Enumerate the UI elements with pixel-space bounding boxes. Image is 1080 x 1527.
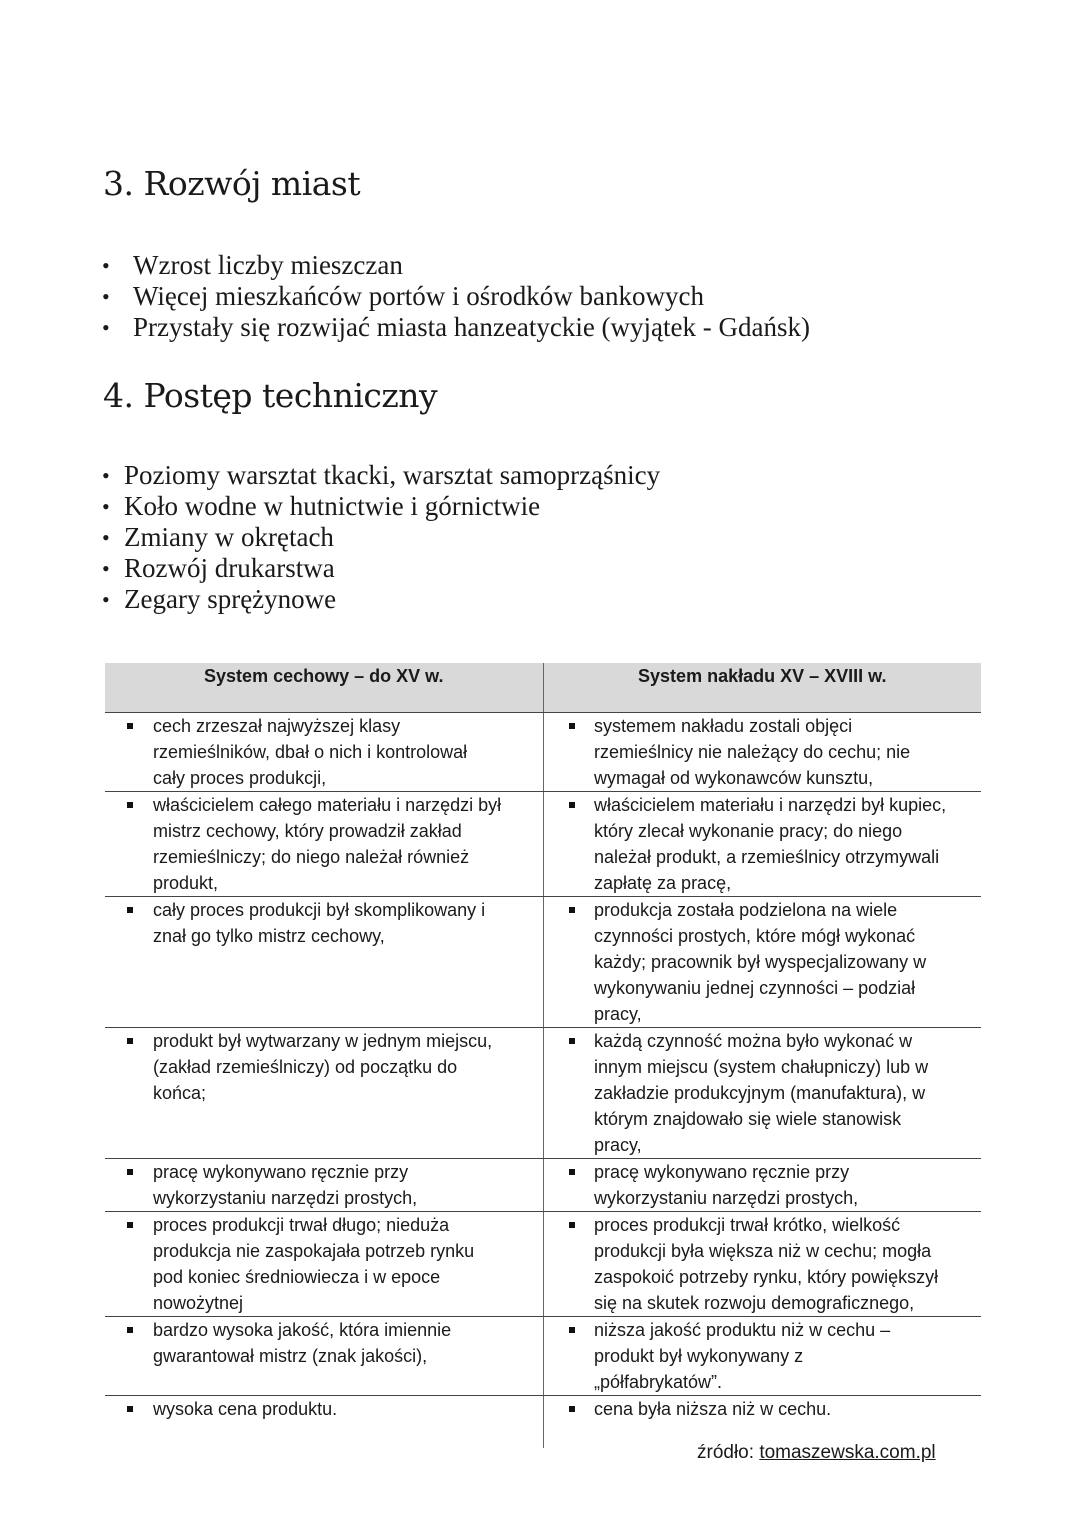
cell-text-line: produkt był wytwarzany w jednym miejscu, [153, 1031, 493, 1051]
cell-text-line: innym miejscu (system chałupniczy) lub w [594, 1057, 929, 1077]
cell-text-line: „półfabrykatów”. [594, 1372, 723, 1392]
table-row [105, 713, 981, 792]
cell-text-line: właścicielem materiału i narzędzi był kupiec, [594, 795, 947, 815]
bullet-dot-icon: • [102, 463, 110, 488]
bullet-dot-icon: • [102, 525, 110, 550]
cell-text-line: cech zrzeszał najwyższej klasy [153, 716, 401, 736]
putting-out-system-cell [543, 1396, 981, 1448]
cell-text-line: bardzo wysoka jakość, która imiennie [153, 1320, 452, 1340]
cell-text-line: końca; [153, 1083, 207, 1103]
cell-text-line: znał go tylko mistrz cechowy, [153, 926, 385, 946]
table-row [105, 1159, 981, 1212]
square-bullet-icon [127, 1406, 133, 1412]
putting-out-system-cell [543, 1159, 981, 1211]
cell-text-line: produkcja nie zaspokajała potrzeb rynku [153, 1241, 475, 1261]
putting-out-system-cell [543, 897, 981, 1027]
cell-text-line: nowożytnej [153, 1293, 244, 1313]
cell-text-line: gwarantował mistrz (znak jakości), [153, 1346, 428, 1366]
cell-text-line: pracy, [594, 1135, 642, 1155]
cell-text-line: niższa jakość produktu niż w cechu – [594, 1320, 891, 1340]
bullet-item [102, 312, 810, 343]
bullet-text: Koło wodne w hutnictwie i górnictwie [124, 491, 541, 521]
cell-text-line: który zlecał wykonanie pracy; do niego [594, 821, 903, 841]
cell-text-line: zapłatę za pracę, [594, 873, 732, 893]
section-4-heading: 4. Postęp techniczny [103, 376, 438, 415]
cell-text-line: produkt był wykonywany z [594, 1346, 804, 1366]
bullet-text: Więcej mieszkańców portów i ośrodków bankowych [133, 281, 705, 311]
cell-text-line: zaspokoić potrzeby rynku, który powiększył [594, 1267, 939, 1287]
putting-out-system-cell [543, 1212, 981, 1316]
bullet-dot-icon: • [102, 253, 110, 278]
cell-text-line: cena była niższa niż w cechu. [594, 1399, 832, 1419]
cell-text-line: produkcja została podzielona na wiele [594, 900, 898, 920]
guild-system-cell [105, 1317, 543, 1395]
bullet-text: Zmiany w okrętach [124, 522, 334, 552]
cell-text-line: pracy, [594, 1004, 642, 1024]
cell-text-line: należał produkt, a rzemieślnicy otrzymywali [594, 847, 940, 867]
square-bullet-icon [127, 723, 133, 729]
square-bullet-icon [569, 723, 575, 729]
cell-text-line: produkt, [153, 873, 219, 893]
cell-text-line: proces produkcji trwał krótko, wielkość [594, 1215, 901, 1235]
cell-text-line: systemem nakładu zostali objęci [594, 716, 853, 736]
square-bullet-icon [569, 1327, 575, 1333]
cell-text-line: pracę wykonywano ręcznie przy [594, 1162, 850, 1182]
cell-text-line: którym znajdowało się wiele stanowisk [594, 1109, 902, 1129]
section-3-bullet-list [102, 250, 810, 343]
cell-text-line: proces produkcji trwał długo; nieduża [153, 1215, 450, 1235]
cell-text-line: produkcji była większa niż w cechu; mogła [594, 1241, 932, 1261]
cell-text-line: pracę wykonywano ręcznie przy [153, 1162, 409, 1182]
square-bullet-icon [569, 1222, 575, 1228]
bullet-dot-icon: • [102, 494, 110, 519]
cell-text-line: wykorzystaniu narzędzi prostych, [594, 1188, 859, 1208]
square-bullet-icon [569, 1038, 575, 1044]
source-link[interactable]: tomaszewska.com.pl [759, 1442, 936, 1463]
bullet-item [102, 522, 660, 553]
bullet-item [102, 491, 660, 522]
cell-text-line: zakładzie produkcyjnym (manufaktura), w [594, 1083, 926, 1103]
cell-text-line: rzemieślniczy; do niego należał również [153, 847, 470, 867]
bullet-item [102, 584, 660, 615]
guild-system-cell [105, 897, 543, 1027]
cell-text-line: pod koniec średniowiecza i w epoce [153, 1267, 441, 1287]
square-bullet-icon [127, 1038, 133, 1044]
square-bullet-icon [127, 907, 133, 913]
guild-system-cell [105, 1396, 543, 1448]
source-label: źródło: [697, 1442, 760, 1463]
bullet-item [102, 281, 810, 312]
square-bullet-icon [127, 1169, 133, 1175]
bullet-item [102, 553, 660, 584]
table-row [105, 1396, 981, 1448]
putting-out-system-cell [543, 1317, 981, 1395]
bullet-text: Zegary sprężynowe [124, 584, 337, 614]
cell-text-line: właścicielem całego materiału i narzędzi był [153, 795, 502, 815]
cell-text-line: wysoka cena produktu. [153, 1399, 338, 1419]
cell-text-line: wykorzystaniu narzędzi prostych, [153, 1188, 418, 1208]
bullet-item [102, 460, 661, 491]
guild-system-cell [105, 1159, 543, 1211]
table-row [105, 1317, 981, 1396]
guild-system-cell [105, 1212, 543, 1316]
bullet-text: Przystały się rozwijać miasta hanzeatyckie (wyjątek - Gdańsk) [133, 312, 810, 342]
bullet-dot-icon: • [102, 587, 110, 612]
table-row [105, 1212, 981, 1317]
table-body [105, 713, 981, 1448]
cell-text-line: się na skutek rozwoju demograficznego, [594, 1293, 915, 1313]
putting-out-system-cell [543, 713, 981, 791]
square-bullet-icon [569, 802, 575, 808]
table-row [105, 1028, 981, 1159]
cell-text-line: mistrz cechowy, który prowadził zakład [153, 821, 462, 841]
guild-system-cell [105, 792, 543, 896]
table-row [105, 792, 981, 897]
cell-text-line: rzemieślnicy nie należący do cechu; nie [594, 742, 911, 762]
cell-text-line: rzemieślników, dbał o nich i kontrolował [153, 742, 468, 762]
putting-out-system-cell [543, 792, 981, 896]
section-4-bullet-list [102, 460, 661, 615]
bullet-dot-icon: • [102, 556, 110, 581]
square-bullet-icon [569, 907, 575, 913]
putting-out-system-cell [543, 1028, 981, 1158]
source-note [697, 1442, 936, 1464]
cell-text-line: (zakład rzemieślniczy) od początku do [153, 1057, 458, 1077]
table-row [105, 897, 981, 1028]
square-bullet-icon [569, 1169, 575, 1175]
bullet-text: Poziomy warsztat tkacki, warsztat samoprząśnicy [124, 460, 661, 490]
cell-text-line: wymagał od wykonawców kunsztu, [594, 768, 874, 788]
table-header-row [105, 663, 981, 713]
square-bullet-icon [127, 802, 133, 808]
comparison-table [105, 663, 981, 1448]
guild-system-cell [105, 1028, 543, 1158]
bullet-dot-icon: • [102, 284, 110, 309]
bullet-text: Wzrost liczby mieszczan [133, 250, 403, 280]
square-bullet-icon [127, 1222, 133, 1228]
bullet-item [102, 250, 810, 281]
square-bullet-icon [569, 1406, 575, 1412]
guild-system-cell [105, 713, 543, 791]
cell-text-line: wykonywaniu jednej czynności – podział [594, 978, 916, 998]
bullet-text: Rozwój drukarstwa [124, 553, 335, 583]
cell-text-line: czynności prostych, które mógł wykonać [594, 926, 916, 946]
cell-text-line: każdy; pracownik był wyspecjalizowany w [594, 952, 927, 972]
cell-text-line: cały proces produkcji był skomplikowany i [153, 900, 486, 920]
bullet-dot-icon: • [102, 315, 110, 340]
section-3-heading: 3. Rozwój miast [103, 164, 361, 203]
header-putting-out-system: System nakładu XV – XVIII w. [543, 663, 982, 712]
header-guild-system: System cechowy – do XV w. [204, 666, 444, 686]
cell-text-line: każdą czynność można było wykonać w [594, 1031, 913, 1051]
cell-text-line: cały proces produkcji, [153, 768, 327, 788]
square-bullet-icon [127, 1327, 133, 1333]
